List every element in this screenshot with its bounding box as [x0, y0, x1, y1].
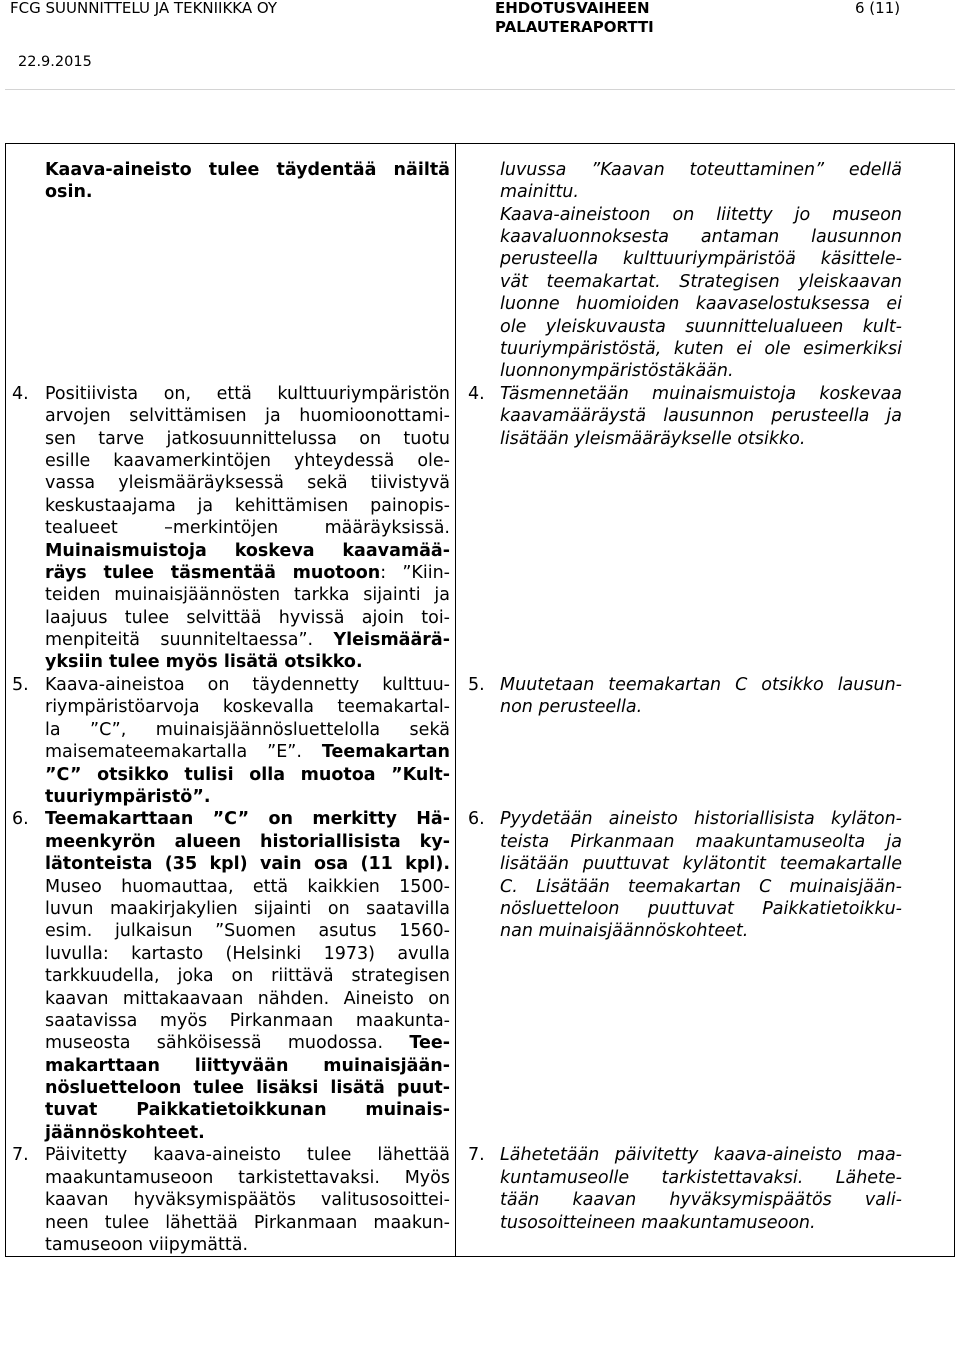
text-line: esim. julkaisun ”Suomen asutus 1560- — [45, 921, 450, 942]
text-line: vassa yleismääräyksessä sekä tiivistyvä — [45, 473, 450, 494]
text-line: mainittu. — [500, 182, 579, 203]
bold-text: Teemakartan — [321, 742, 450, 763]
text-segment: museosta sähköisessä muodossa. — [45, 1033, 410, 1054]
text-segment: maisemateemakartalla ”E”. — [45, 742, 322, 763]
text-line: ”C” otsikko tulisi olla muotoa ”Kult- — [45, 764, 450, 785]
text-line — [45, 629, 450, 651]
text-line: Täsmennetään muinaismuistoja koskevaa — [500, 383, 902, 404]
bold-text: Tee- — [409, 1033, 450, 1054]
text-line: Teemakarttaan ”C” on merkitty Hä- — [45, 809, 450, 830]
document-title-line: PALAUTERAPORTTI — [495, 18, 654, 36]
text-line: kaavan hyväksymispäätös valitusosoittei- — [45, 1190, 450, 1211]
text-line: Pyydetään aineisto historiallisista kyläton- — [500, 809, 902, 830]
statement-item-6 — [12, 808, 450, 1144]
text-line: tamuseoon viipymättä. — [45, 1234, 249, 1255]
text-line: kaavan mittakaavaan nähden. Aineisto on — [45, 988, 450, 1009]
text-line: nan muinaisjäännöskohteet. — [500, 921, 749, 942]
text-line: kaavaluonnoksesta antaman lausunnon — [500, 226, 902, 247]
item-number: 7. — [468, 1145, 485, 1166]
text-line: meenkyrön alueen historiallisista ky- — [45, 831, 450, 852]
text-line: esille kaavamerkintöjen yhteydessä ole- — [45, 450, 450, 471]
text-line: Positiivista on, että kulttuuriympäristön — [45, 383, 450, 404]
text-line: saatavissa myös Pirkanmaan maakunta- — [45, 1010, 450, 1031]
text-line — [45, 741, 450, 763]
text-line: non perusteella. — [500, 697, 643, 718]
text-line: kaavamääräystä lausunnon perusteella ja — [500, 406, 902, 427]
text-line: la ”C”, muinaisjäännösluettelolla sekä — [45, 719, 450, 740]
text-line: lätonteista (35 kpl) vain osa (11 kpl). — [45, 854, 450, 875]
bold-text: Yleismäärä- — [333, 630, 450, 651]
document-date: 22.9.2015 — [18, 54, 92, 70]
text-line: riympäristöarvoja koskevalla teemakartal- — [45, 697, 450, 718]
text-line: Kaava-aineisto tulee täydentää näiltä — [45, 159, 450, 180]
response-intro — [500, 159, 902, 383]
text-line: osin. — [45, 182, 93, 203]
text-line: tuuriympäristöstä, kuten ei ole esimerkiksi — [500, 338, 902, 359]
text-line: perusteella kulttuuriympäristöä käsittele- — [500, 249, 902, 270]
page-number: 6 (11) — [855, 0, 901, 17]
text-line: luonne huomioiden kaavaselostuksessa ei — [500, 294, 902, 315]
text-line: lisätään puuttuvat kylätontit teemakartalle — [500, 854, 902, 875]
statement-item-5 — [12, 674, 450, 808]
statement-item-7 — [12, 1144, 450, 1256]
header-divider — [5, 89, 955, 90]
item-number: 6. — [468, 809, 485, 830]
text-line: luvun maakirjakylien sijainti on saatavilla — [45, 898, 450, 919]
text-line: Muutetaan teemakartan C otsikko lausun- — [500, 675, 902, 695]
text-segment: : ”Kiin- — [380, 562, 450, 583]
text-line: sen tarve jatkosuunnittelussa on tuotu — [45, 428, 450, 449]
document-title-line: EHDOTUSVAIHEEN — [495, 0, 650, 17]
text-line: keskustaajama ja kehittämisen painopis- — [45, 495, 450, 516]
statement-intro — [45, 159, 450, 204]
column-divider — [455, 143, 456, 1257]
text-line: tealueet –merkintöjen määräyksissä. — [45, 518, 450, 539]
text-line: nösluetteloon puuttuvat Paikkatietoikku- — [500, 898, 902, 919]
text-line: yksiin tulee myös lisätä otsikko. — [45, 652, 363, 673]
text-line: tuuriympäristö”. — [45, 786, 211, 807]
text-line: arvojen selvittämisen ja huomioonottami- — [45, 406, 450, 427]
item-number: 5. — [12, 675, 29, 695]
bold-text: räys tulee täsmentää muotoon — [45, 562, 381, 583]
text-line: Kaava-aineistoon on liitetty jo museon — [500, 204, 902, 225]
feedback-table — [5, 143, 955, 1257]
item-number: 6. — [12, 809, 29, 830]
text-line: C. Lisätään teemakartan C muinaisjään- — [500, 876, 902, 897]
item-number: 4. — [12, 383, 29, 404]
text-line: Lähetetään päivitetty kaava-aineisto maa- — [500, 1145, 902, 1166]
text-line: neen tulee lähettää Pirkanmaan maakun- — [45, 1212, 450, 1233]
text-line: jäännöskohteet. — [45, 1122, 205, 1143]
text-line: teiden muinaisjäännösten tarkka sijainti ja — [45, 585, 450, 606]
statement-item-4 — [12, 383, 450, 674]
text-line: makarttaan liittyvään muinaisjään- — [45, 1055, 450, 1076]
text-line: Kaava-aineistoa on täydennetty kulttuu- — [45, 675, 450, 695]
text-segment: menpiteitä suunniteltaessa”. — [45, 630, 334, 651]
text-line — [45, 1032, 450, 1054]
text-line: maakuntamuseoon tarkistettavaksi. Myös — [45, 1167, 450, 1188]
text-line: tuvat Paikkatietoikkunan muinais- — [45, 1100, 450, 1121]
text-line: vät teemakartat. Strategisen yleiskaavan — [500, 271, 902, 292]
item-number: 7. — [12, 1145, 29, 1166]
text-line: ole yleiskuvausta suunnittelualueen kult- — [500, 316, 902, 337]
text-line: Päivitetty kaava-aineisto tulee lähettää — [45, 1145, 450, 1166]
document-title — [495, 0, 654, 37]
response-item-6 — [468, 808, 902, 942]
text-line: tarkkuudella, joka on riittävä strategisen — [45, 966, 450, 987]
response-item-7 — [468, 1144, 902, 1234]
text-line: Muinaismuistoja koskeva kaavamää- — [45, 540, 450, 561]
response-item-5 — [468, 674, 902, 719]
item-number: 4. — [468, 383, 485, 404]
response-item-4 — [468, 383, 902, 450]
text-line: teista Pirkanmaan maakuntamuseolta ja — [500, 831, 902, 852]
text-line — [45, 562, 450, 584]
text-line: luvussa ”Kaavan toteuttaminen” edellä — [500, 159, 902, 180]
text-line: lisätään yleismääräykselle otsikko. — [500, 428, 806, 449]
text-line: laajuus tulee selvittää hyvissä ajoin toi- — [45, 607, 450, 628]
text-line: kuntamuseolle tarkistettavaksi. Lähete- — [500, 1167, 902, 1188]
text-line: tään kaavan hyväksymispäätös vali- — [500, 1190, 902, 1211]
text-line: tusosoitteineen maakuntamuseoon. — [500, 1212, 816, 1233]
text-line: luvulla: kartasto (Helsinki 1973) avulla — [45, 943, 450, 964]
text-line: Museo huomauttaa, että kaikkien 1500- — [45, 876, 450, 897]
text-line: luonnonympäristöstäkään. — [500, 361, 734, 382]
company-name: FCG SUUNNITTELU JA TEKNIIKKA OY — [10, 0, 278, 17]
text-line: nösluetteloon tulee lisäksi lisätä puut- — [45, 1078, 450, 1099]
item-number: 5. — [468, 675, 485, 695]
